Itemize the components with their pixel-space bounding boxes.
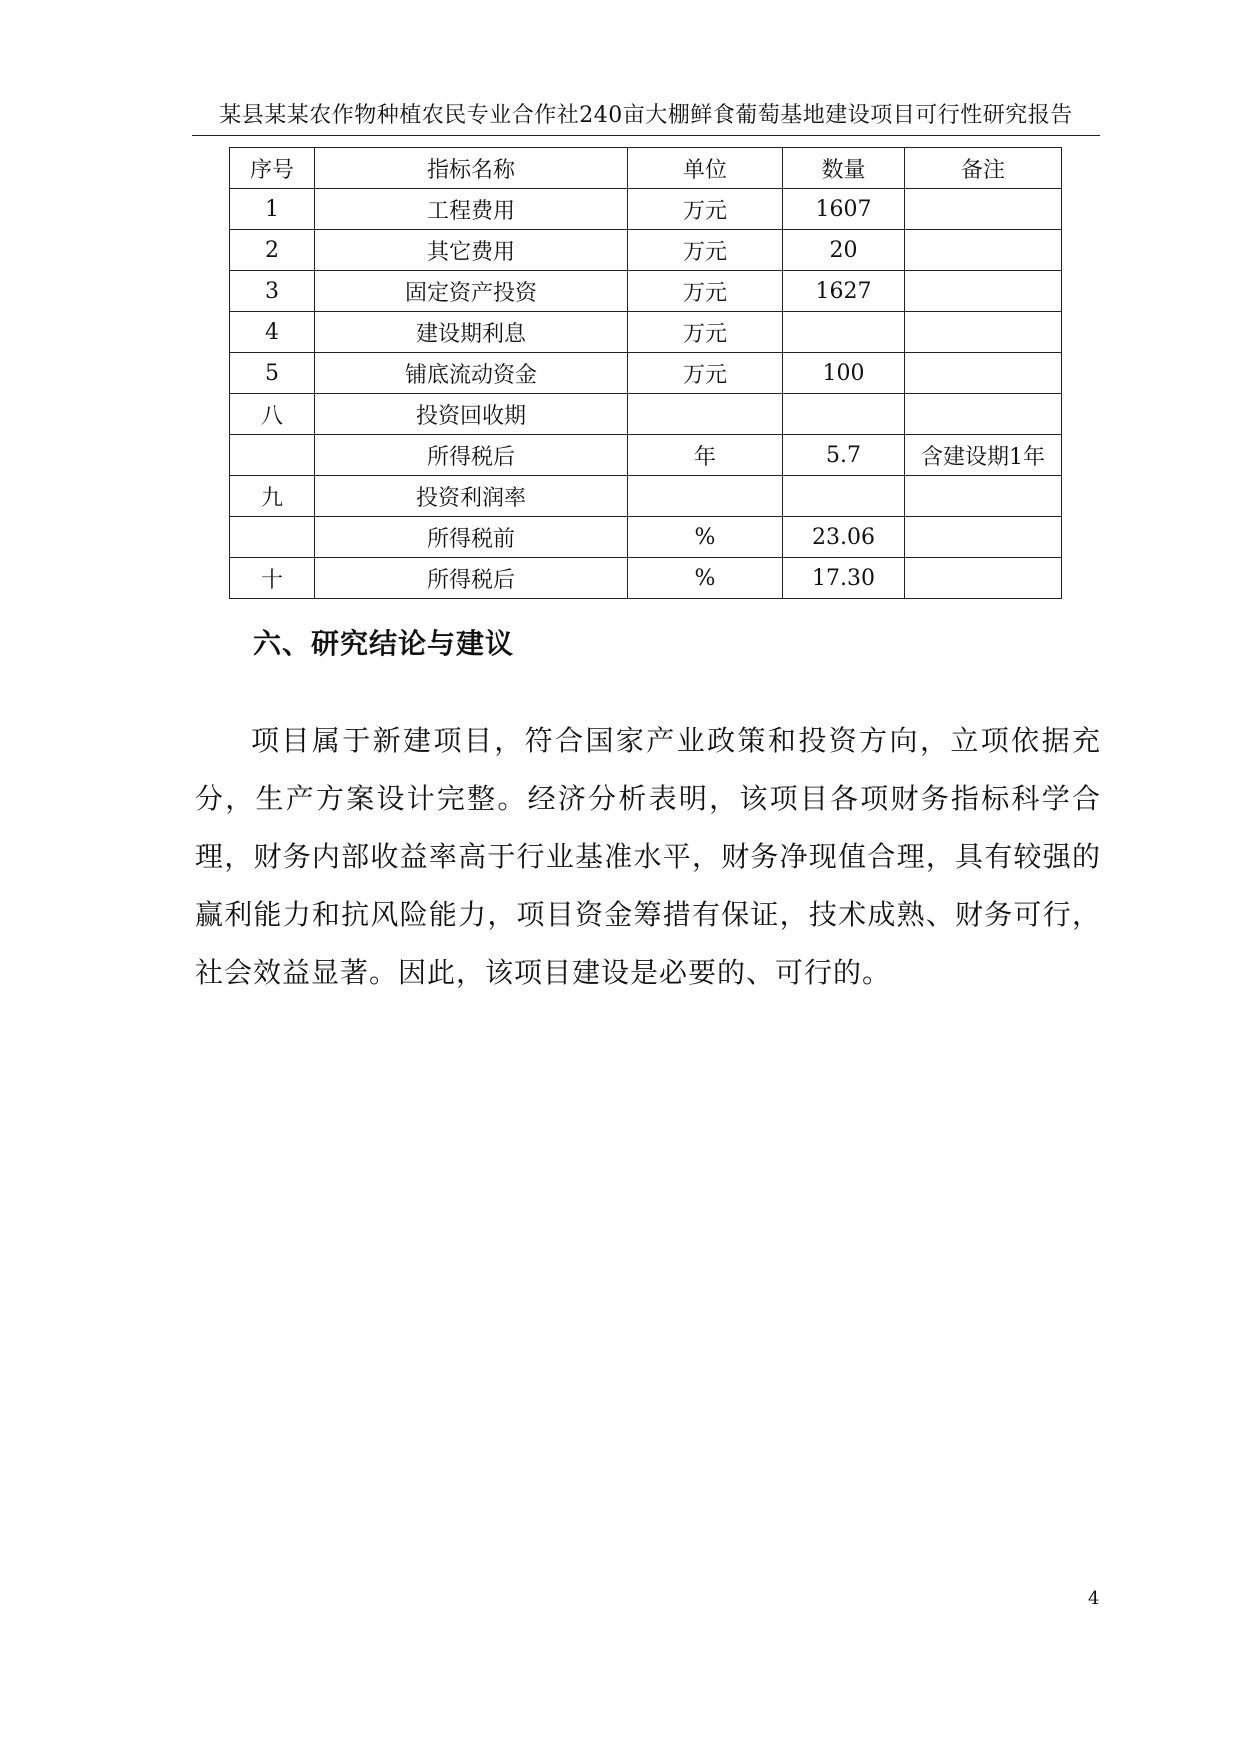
cell-quantity: 1627: [783, 271, 905, 312]
column-header-remarks: 备注: [905, 148, 1062, 189]
cell-unit: 万元: [628, 353, 783, 394]
cell-remarks: [905, 353, 1062, 394]
indicator-table: [229, 147, 1062, 599]
cell-serial: [230, 517, 315, 558]
table-row: [230, 230, 1062, 271]
cell-indicator: 工程费用: [315, 189, 628, 230]
cell-remarks: [905, 312, 1062, 353]
cell-serial: 3: [230, 271, 315, 312]
cell-remarks: [905, 394, 1062, 435]
cell-remarks: [905, 476, 1062, 517]
cell-unit: %: [628, 558, 783, 599]
cell-serial: 八: [230, 394, 315, 435]
table-row: [230, 312, 1062, 353]
cell-indicator: 其它费用: [315, 230, 628, 271]
cell-remarks: [905, 230, 1062, 271]
cell-indicator: 所得税前: [315, 517, 628, 558]
table-header-row: [230, 148, 1062, 189]
table-row: [230, 394, 1062, 435]
cell-unit: 万元: [628, 189, 783, 230]
cell-quantity: 5.7: [783, 435, 905, 476]
cell-serial: 1: [230, 189, 315, 230]
cell-quantity: 23.06: [783, 517, 905, 558]
cell-indicator: 固定资产投资: [315, 271, 628, 312]
cell-unit: 年: [628, 435, 783, 476]
cell-quantity: 100: [783, 353, 905, 394]
cell-unit: 万元: [628, 230, 783, 271]
cell-indicator: 所得税后: [315, 435, 628, 476]
column-header-serial: 序号: [230, 148, 315, 189]
table-row: [230, 271, 1062, 312]
conclusion-paragraph: 项目属于新建项目，符合国家产业政策和投资方向，立项依据充分，生产方案设计完整。经济分析表明，该项目各项财务指标科学合理，财务内部收益率高于行业基准水平，财务净现值合理，具有较强的赢利能力和抗风险能力，项目资金筹措有保证，技术成熟、财务可行，社会效益显著。因此，该项目建设是必要的、可行的。: [195, 724, 1101, 989]
cell-unit: 万元: [628, 271, 783, 312]
page-header-title: 某县某某农作物种植农民专业合作社240亩大棚鲜食葡萄基地建设项目可行性研究报告: [219, 103, 1073, 128]
cell-serial: 十: [230, 558, 315, 599]
table-row: [230, 353, 1062, 394]
cell-indicator: 所得税后: [315, 558, 628, 599]
cell-quantity: [783, 312, 905, 353]
cell-remarks: [905, 517, 1062, 558]
table-row: [230, 189, 1062, 230]
table-row: [230, 476, 1062, 517]
header-divider: [192, 135, 1100, 136]
cell-serial: [230, 435, 315, 476]
cell-remarks: [905, 271, 1062, 312]
table-row: [230, 435, 1062, 476]
column-header-quantity: 数量: [783, 148, 905, 189]
cell-indicator: 建设期利息: [315, 312, 628, 353]
cell-quantity: [783, 394, 905, 435]
cell-unit: [628, 394, 783, 435]
cell-quantity: 17.30: [783, 558, 905, 599]
cell-quantity: 1607: [783, 189, 905, 230]
cell-remarks: 含建设期1年: [905, 435, 1062, 476]
column-header-unit: 单位: [628, 148, 783, 189]
cell-serial: 5: [230, 353, 315, 394]
section-heading: 六、研究结论与建议: [253, 627, 515, 660]
cell-remarks: [905, 189, 1062, 230]
table-row: [230, 558, 1062, 599]
column-header-indicator: 指标名称: [315, 148, 628, 189]
table-row: [230, 517, 1062, 558]
cell-serial: 4: [230, 312, 315, 353]
cell-remarks: [905, 558, 1062, 599]
cell-indicator: 投资利润率: [315, 476, 628, 517]
cell-serial: 2: [230, 230, 315, 271]
cell-quantity: [783, 476, 905, 517]
cell-serial: 九: [230, 476, 315, 517]
page-number: 4: [1088, 1588, 1100, 1609]
cell-indicator: 铺底流动资金: [315, 353, 628, 394]
cell-quantity: 20: [783, 230, 905, 271]
cell-unit: [628, 476, 783, 517]
cell-unit: %: [628, 517, 783, 558]
cell-indicator: 投资回收期: [315, 394, 628, 435]
cell-unit: 万元: [628, 312, 783, 353]
